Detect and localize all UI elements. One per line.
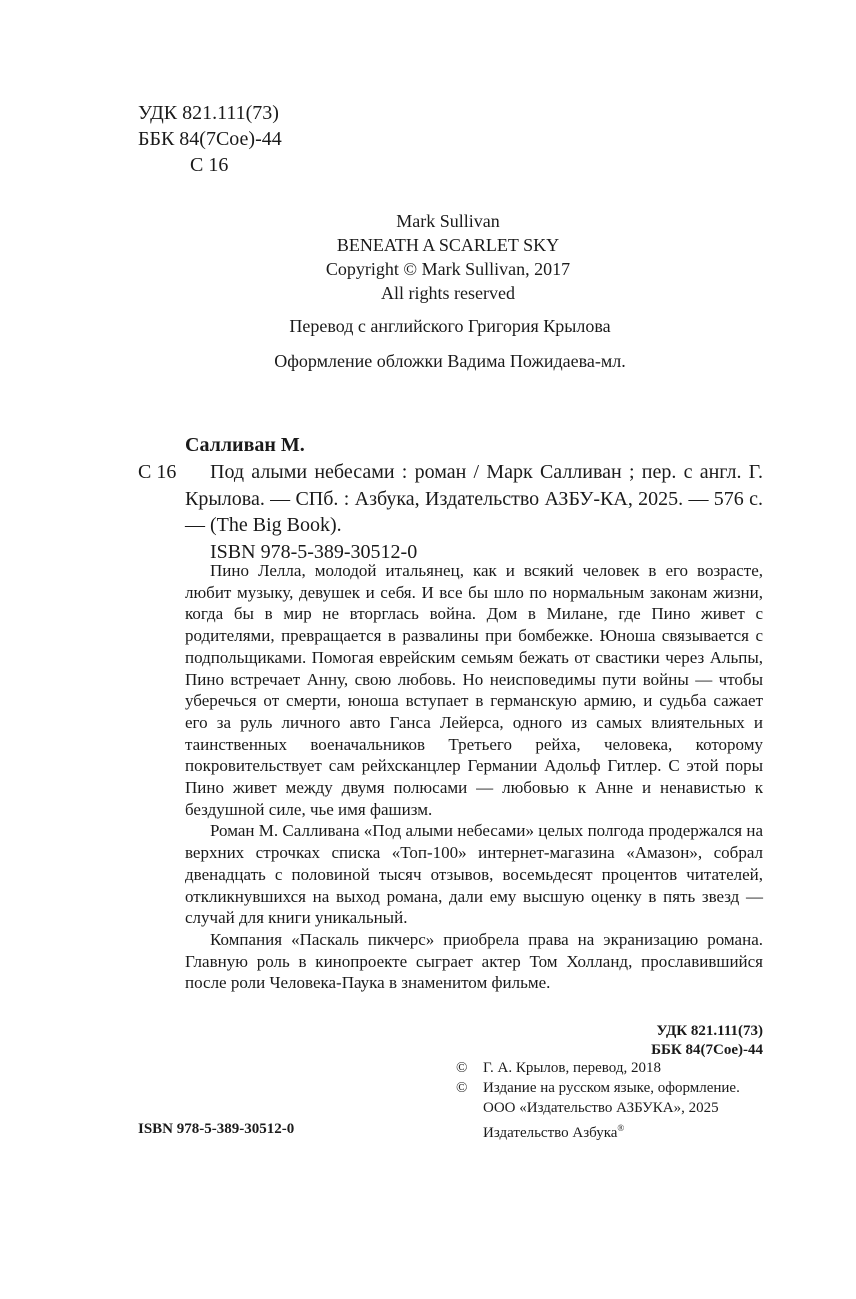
footer-codes <box>500 1022 763 1060</box>
footer-isbn: ISBN 978-5-389-30512-0 <box>138 1121 295 1137</box>
bbk-code: ББК 84(7Сое)-44 <box>138 128 282 150</box>
annotation <box>185 560 763 994</box>
translation-credit: Перевод с английского Григория Крылова <box>289 316 611 336</box>
original-edition-block <box>0 209 856 305</box>
biblio-code: С 16 <box>138 461 177 483</box>
copyright-icon: © <box>456 1080 468 1096</box>
original-title: BENEATH A SCARLET SKY <box>336 235 560 255</box>
original-author: Mark Sullivan <box>396 211 500 231</box>
annotation-paragraph-3: Компания «Паскаль пикчерс» приобрела права на экранизацию романа. Главную роль в кинопроекте сыграет актер Том Холланд, прославившийся после роли Человека-Паука в знаменитом фильме. <box>185 929 763 993</box>
biblio-author: Салливан М. <box>185 434 305 456</box>
annotation-paragraph-1: Пино Лелла, молодой итальянец, как и всякий человек в его возрасте, любит музыку, девушек и себя. И все бы шло по нормальным законам жизни, когда бы в мир не вторглась война. Дом в Милане, где Пино живет с родителями, превращается в развалины при бомбежке. Юноша связывается с подпольщиками. Помогая еврейским семьям бежать от свастики через Альпы, Пино встречает Анну, свою любовь. Но неисповедимы пути войны — чтобы уберечься от смерти, юноша вступает в германскую армию, и судьба сажает его за руль личного авто Ганса Лейерса, одного из самых влиятельных и таинственных военачальников Третьего рейха, человека, которому покровительствует сам рейхсканцлер Германии Адольф Гитлер. С этой поры Пино живет между двумя полюсами — любовью к Анне и ненавистью к бездушной силе, чье имя фашизм. <box>185 561 763 819</box>
udk-code: УДК 821.111(73) <box>138 102 279 124</box>
cover-credit: Оформление обложки Вадима Пожидаева-мл. <box>274 351 626 371</box>
biblio-description <box>185 459 763 539</box>
author-mark: С 16 <box>190 154 229 176</box>
biblio-description-text: Под алыми небесами : роман / Марк Салливан ; пер. с англ. Г. Крылова. — СПб. : Азбука, Издательство АЗБУ-КА, 2025. — 576 с. — (The Big Book). <box>185 461 763 536</box>
classification-codes <box>138 100 282 178</box>
publisher-imprint <box>456 1118 776 1143</box>
original-copyright: Copyright © Mark Sullivan, 2017 <box>325 259 571 279</box>
imprint-name: Издательство Азбука <box>483 1125 618 1141</box>
footer-bbk: ББК 84(7Сое)-44 <box>651 1042 763 1058</box>
annotation-paragraph-2: Роман М. Салливана «Под алыми небесами» целых полгода продержался на верхних строчках списка «Топ-100» интернет-магазина «Амазон», собрал двенадцать с половиной тысяч отзывов, восемьдесят процентов читателей, откликнувшихся на выход романа, дали ему высшую оценку в пять звезд — случай для книги уникальный. <box>185 821 763 928</box>
copyright-icon: © <box>456 1060 468 1076</box>
translation-copyright: Г. А. Крылов, перевод, 2018 <box>483 1060 661 1076</box>
publisher-line: ООО «Издательство АЗБУКА», 2025 <box>483 1100 719 1116</box>
copyright-block <box>456 1058 776 1143</box>
biblio-isbn: ISBN 978-5-389-30512-0 <box>210 541 418 563</box>
edition-copyright: Издание на русском языке, оформление. <box>483 1080 740 1096</box>
registered-mark-icon: ® <box>617 1123 625 1133</box>
rights-reserved: All rights reserved <box>381 283 515 303</box>
footer-udk: УДК 821.111(73) <box>656 1023 763 1039</box>
